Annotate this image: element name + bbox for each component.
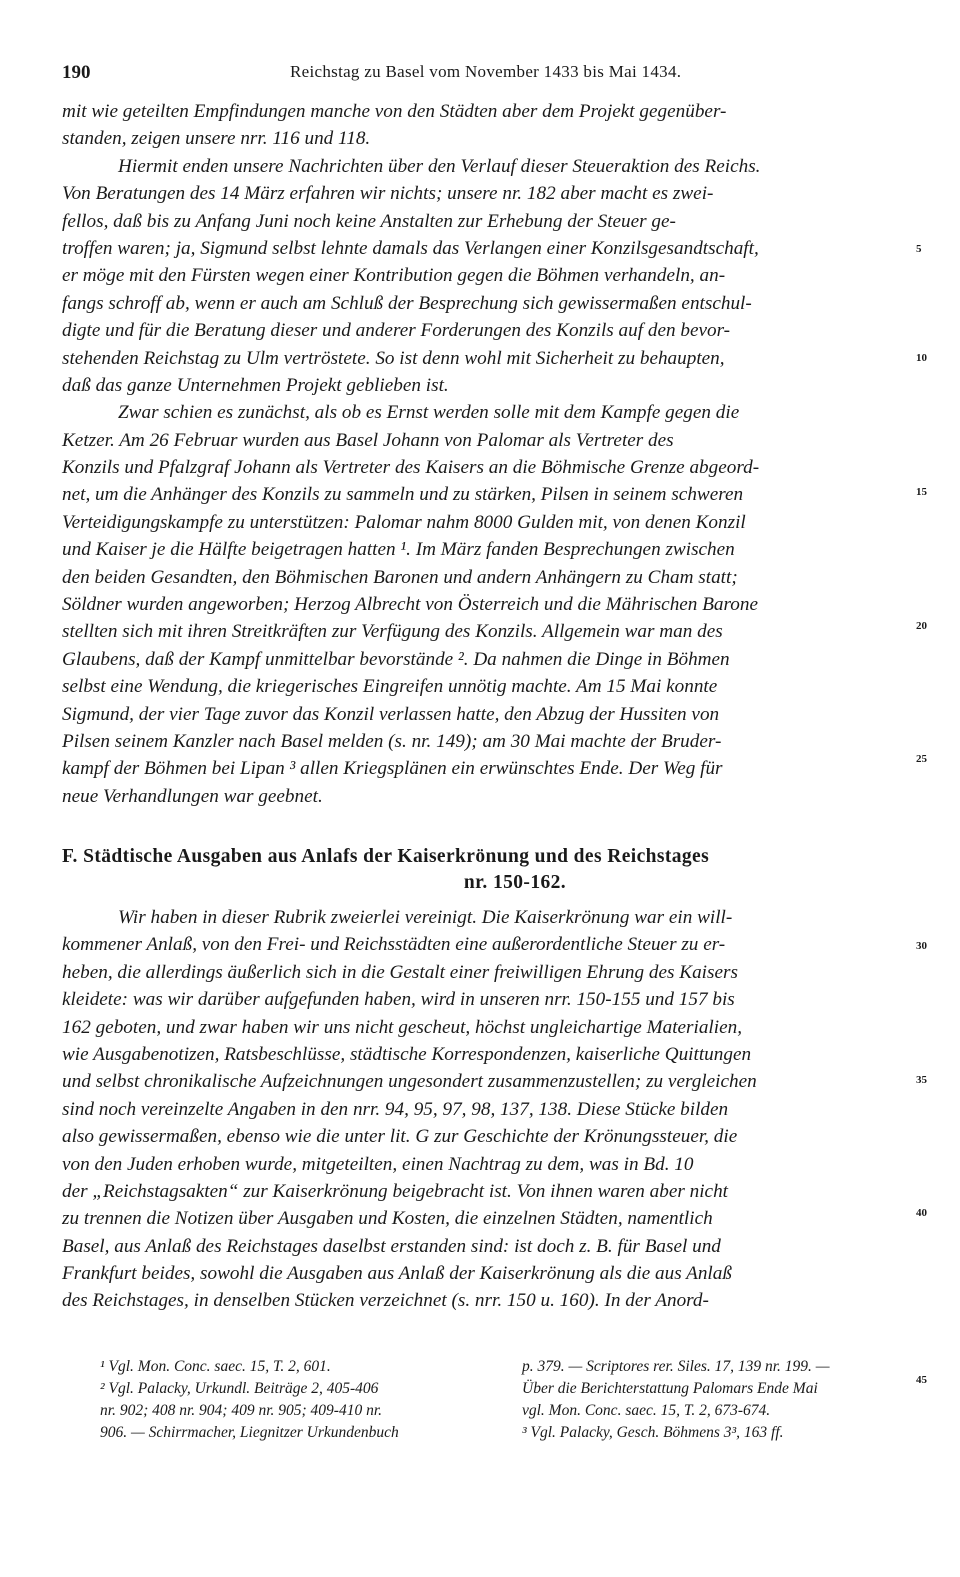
text-line: Glaubens, daß der Kampf unmittelbar bevorstände ². Da nahmen die Dinge in Böhmen <box>62 648 730 670</box>
text-line: des Reichstages, in denselben Stücken verzeichnet (s. nrr. 150 u. 160). In der Anord- <box>62 1290 709 1312</box>
text-line: wie Ausgabenotizen, Ratsbeschlüsse, städtische Korrespondenzen, kaiserliche Quittungen <box>62 1043 752 1065</box>
text-line: daß das ganze Unternehmen Projekt geblieben ist. <box>62 374 449 396</box>
text-line: 162 geboten, und zwar haben wir uns nicht gescheut, höchst ungleichartige Materialien, <box>62 1016 743 1038</box>
text-line: von den Juden erhoben wurde, mitgeteilten, einen Nachtrag zu dem, was in Bd. 10 <box>62 1153 694 1175</box>
text-line: troffen waren; ja, Sigmund selbst lehnte damals das Verlangen einer Konzilsgesandtschaft, <box>62 237 759 259</box>
text-line: Frankfurt beides, sowohl die Ausgaben aus Anlaß der Kaiserkrönung als die aus Anlaß <box>62 1263 732 1285</box>
line-number-40: 40 <box>916 1207 927 1219</box>
text-line: kleidete: was wir darüber aufgefunden haben, wird in unseren nrr. 150-155 und 157 bis <box>62 989 735 1011</box>
text-line: fellos, daß bis zu Anfang Juni noch keine Anstalten zur Erhebung der Steuer ge- <box>62 210 676 232</box>
text-line: Söldner wurden angeworben; Herzog Albrecht von Österreich und die Mährischen Barone <box>62 594 758 616</box>
text-line: heben, die allerdings äußerlich sich in die Gestalt einer freiwilligen Ehrung des Kaisers <box>62 961 738 983</box>
body-text-block-2 <box>62 904 908 1315</box>
text-line: Wir haben in dieser Rubrik zweierlei vereinigt. Die Kaiserkrönung war ein will- <box>118 907 733 928</box>
text-line: mit wie geteilten Empfindungen manche von den Städten aber dem Projekt gegenüber- <box>62 101 727 122</box>
line-number-15: 15 <box>916 486 927 498</box>
text-line: Basel, aus Anlaß des Reichstages daselbst erstanden sind: ist doch z. B. für Basel und <box>62 1235 721 1257</box>
section-title: F. Städtische Ausgaben aus Anlafs der Kaiserkrönung und des Reichstages <box>62 846 710 867</box>
line-number-30: 30 <box>916 940 927 952</box>
text-line: Verteidigungskampfe zu unterstützen: Palomar nahm 8000 Gulden mit, von denen Konzil <box>62 511 746 533</box>
line-number-5: 5 <box>916 243 922 255</box>
text-line: und selbst chronikalische Aufzeichnungen ungesondert zusammenzustellen; zu vergleichen <box>62 1071 757 1093</box>
text-line: digte und für die Beratung dieser und anderer Forderungen des Konzils auf den bevor- <box>62 320 731 342</box>
text-line: er möge mit den Fürsten wegen einer Kontribution gegen die Böhmen verhandeln, an- <box>62 265 726 287</box>
line-number-20: 20 <box>916 620 927 632</box>
text-line: sind noch vereinzelte Angaben in den nrr. 94, 95, 97, 98, 137, 138. Diese Stücke bilden <box>62 1098 729 1120</box>
page-number: 190 <box>62 62 91 83</box>
text-line: kommener Anlaß, von den Frei- und Reichsstädten eine außerordentliche Steuer zu er- <box>62 934 726 956</box>
text-line: Pilsen seinem Kanzler nach Basel melden (s. nr. 149); am 30 Mai machte der Bruder- <box>62 730 722 752</box>
footnote-line: ¹ Vgl. Mon. Conc. saec. 15, T. 2, 601. <box>100 1358 331 1375</box>
footnotes-left-column <box>100 1356 510 1444</box>
footnote-line: p. 379. — Scriptores rer. Siles. 17, 139 nr. 199. — <box>522 1358 830 1375</box>
text-line: der „Reichstagsakten“ zur Kaiserkrönung beigebracht ist. Von ihnen waren aber nicht <box>62 1180 728 1202</box>
section-range: nr. 150-162. <box>463 872 567 893</box>
line-number-25: 25 <box>916 753 927 765</box>
text-line: neue Verhandlungen war geebnet. <box>62 785 323 807</box>
text-line: also gewissermaßen, ebenso wie die unter lit. G zur Geschichte der Krönungssteuer, die <box>62 1126 738 1148</box>
footnote-line: Über die Berichterstattung Palomars Ende Mai <box>522 1380 818 1397</box>
footnotes-right-column <box>522 1356 912 1444</box>
line-number-45: 45 <box>916 1374 927 1386</box>
body-text-block-1 <box>62 98 908 810</box>
footnote-line: ² Vgl. Palacky, Urkundl. Beiträge 2, 405-406 <box>100 1380 379 1397</box>
text-line: net, um die Anhänger des Konzils zu sammeln und zu stärken, Pilsen in seinem schweren <box>62 484 744 506</box>
text-line: und Kaiser je die Hälfte beigetragen hatten ¹. Im März fanden Besprechungen zwischen <box>62 539 735 561</box>
text-line: standen, zeigen unsere nrr. 116 und 118. <box>62 128 371 150</box>
text-line: Konzils und Pfalzgraf Johann als Vertreter des Kaisers an die Böhmische Grenze abgeord- <box>62 457 760 479</box>
footnote-line: ³ Vgl. Palacky, Gesch. Böhmens 3³, 163 ff. <box>522 1424 784 1441</box>
text-line: stehenden Reichstag zu Ulm vertröstete. So ist denn wohl mit Sicherheit zu behaupten, <box>62 347 725 369</box>
footnote-line: 906. — Schirrmacher, Liegnitzer Urkundenbuch <box>100 1424 399 1441</box>
text-line: Ketzer. Am 26 Februar wurden aus Basel Johann von Palomar als Vertreter des <box>62 429 674 451</box>
text-line: den beiden Gesandten, den Böhmischen Baronen und andern Anhängern zu Cham statt; <box>62 566 738 588</box>
running-head: Reichstag zu Basel vom November 1433 bis Mai 1434. <box>290 62 682 81</box>
line-number-10: 10 <box>916 352 927 364</box>
line-number-35: 35 <box>916 1074 927 1086</box>
text-line: Hiermit enden unsere Nachrichten über den Verlauf dieser Steueraktion des Reichs. <box>118 155 761 177</box>
text-line: Von Beratungen des 14 März erfahren wir nichts; unsere nr. 182 aber macht es zwei- <box>62 183 714 205</box>
footnote-line: vgl. Mon. Conc. saec. 15, T. 2, 673-674. <box>522 1402 771 1419</box>
text-line: Zwar schien es zunächst, als ob es Ernst werden solle mit dem Kampfe gegen die <box>118 402 740 424</box>
text-line: selbst eine Wendung, die kriegerisches Eingreifen unnötig machte. Am 15 Mai konnte <box>62 676 718 698</box>
section-heading <box>62 844 908 896</box>
text-line: fangs schroff ab, wenn er auch am Schluß der Besprechung sich gewissermaßen entschul- <box>62 292 752 314</box>
footnote-line: nr. 902; 408 nr. 904; 409 nr. 905; 409-410 nr. <box>100 1402 383 1419</box>
text-line: Sigmund, der vier Tage zuvor das Konzil verlassen hatte, den Abzug der Hussiten von <box>62 703 720 725</box>
text-line: zu trennen die Notizen über Ausgaben und Kosten, die einzelnen Städten, namentlich <box>62 1208 713 1230</box>
text-line: kampf der Böhmen bei Lipan ³ allen Kriegsplänen ein erwünschtes Ende. Der Weg für <box>62 758 723 780</box>
text-line: stellten sich mit ihren Streitkräften zur Verfügung des Konzils. Allgemein war man des <box>62 621 723 643</box>
